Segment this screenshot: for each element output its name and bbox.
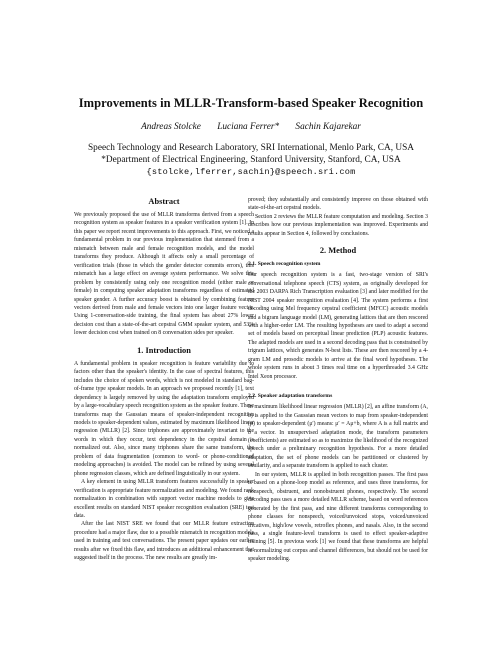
abstract-heading: Abstract [148, 197, 180, 206]
author-name: Andreas Stolcke [141, 122, 201, 132]
intro-paragraph: A fundamental problem in speaker recognition is feature variability due to factors other than the speaker's identity. In the case of spectral features, this includes the choice of spoken words, which is not modeled in standard bag-of-frame type speaker models. In an approach we proposed recently [1], text dependency is largely removed by using the adaptation transform employed by a large-vocabulary speech recognition system as the speaker feature. These transforms map the Gaussian means of speaker-independent recognition models to speaker-dependent values, estimated by maximum likelihood linear regression (MLLR) [2]. Since triphones are approximately invariant to the words in which they occur, text dependency in the cepstral domain is normalized out. Also, since many triphones share the same transform, the problem of data fragmentation (common to word- or phone-conditioned modeling approaches) is avoided. The model can be refined by using several phone regression classes, which are defined linguistically in our system. [74, 360, 254, 477]
paper-title: Improvements in MLLR-Transform-based Speaker Recognition [78, 96, 424, 110]
affiliation-sri: Speech Technology and Research Laboratory, SRI International, Menlo Park, CA, USA [88, 143, 414, 153]
affiliation-stanford: *Department of Electrical Engineering, Stanford University, Stanford, CA, USA [101, 155, 401, 165]
author-name: Sachin Kajarekar [295, 122, 361, 132]
introduction-heading: 1. Introduction [137, 345, 191, 355]
subsection-heading: 2.2. Speaker adaptation transforms [248, 393, 333, 400]
author-list [0, 122, 502, 132]
abstract-text: We previously proposed the use of MLLR transforms derived from a speech recognition system as speaker features in a speaker verification system [1]. In this paper we report recent improvements to this approach. First, we noticed a fundamental problem in our previous implementation that stemmed from a mismatch between male and female recognition models, and the model transforms they produce. Although it affects only a small percentage of verification trials (those in which the gender detector commits errors), this mismatch has a large effect on average system performance. We solve this problem by consistently using only one recognition model (either male or female) in computing speaker adaptation transforms regardless of estimated speaker gender. A further accuracy boost is obtained by combining feature vectors derived from male and female vectors into one larger feature vector. Using 1-conversation-side training, the final system has about 27% lower decision cost than a state-of-the-art cepstral GMM speaker system, and 53% lower decision cost when trained on 8 conversation sides per speaker. [74, 212, 254, 337]
method-heading: 2. Method [319, 246, 357, 256]
subsection-heading: 2.1. Speech recognition system [248, 261, 321, 268]
author-emails: {stolcke,lferrer,sachin}@speech.sri.com [146, 167, 356, 177]
left-column [74, 196, 254, 563]
intro-continued-paragraph: Section 2 reviews the MLLR feature computation and modeling. Section 3 describes how our previous implementation was improved. Experiments and results appear in Section 4, followed by conclusions. [248, 213, 428, 237]
intro-continued-paragraph: proved; they substantially and consistently improve on those obtained with state-of-the-art cepstral models. [248, 197, 428, 212]
subsection-paragraph: In maximum likelihood linear regression (MLLR) [2], an affine transform (A, b) is applied to the Gaussian mean vectors to map from speaker-independent (μ) to speaker-dependent (μ′) means: μ′ = Aμ+b, where A is a full matrix and b a vector. In unsupervised adaptation mode, the transform parameters (coefficients) are estimated so as to maximize the likelihood of the recognized speech under a preliminary recognition hypothesis. For a more detailed adaptation, the set of phone models can be partitioned or clustered by similarity, and a separate transform is applied to each cluster. [248, 404, 428, 470]
right-column [248, 196, 428, 564]
subsection-paragraph: In our system, MLLR is applied in both recognition passes. The first pass is based on a phone-loop model as reference, and uses three transforms, for nonspeech, obstruent, and nonobstruent phones, respectively. The second decoding pass uses a more detailed MLLR scheme, based on word references generated by the first pass, and nine different transforms corresponding to phone classes for nonspeech, voiced/unvoiced stops, voiced/unvoiced fricatives, high/low vowels, retroflex phones, and nasals. Also, in the second pass, a single feature-level transform is used to effect speaker-adaptive training [5]. In previous work [1] we found that these transforms are helpful in normalizing out corpus and channel differences, but should not be used for speaker modeling. [248, 471, 428, 563]
subsection-paragraph: Our speech recognition system is a fast, two-stage version of SRI's conversational telephone speech (CTS) system, as originally developed for the 2003 DARPA Rich Transcription evaluation [3] and later modified for the NIST 2004 speaker recognition evaluation [4]. The system performs a first decoding using Mel frequency cepstral coefficient (MFCC) acoustic models and a bigram language model (LM), generating lattices that are then rescored with a higher-order LM. The resulting hypotheses are used to adapt a second set of models based on perceptual linear prediction (PLP) acoustic features. The adapted models are used in a second decoding pass that is constrained by trigram lattices, which generates N-best lists. These are then rescored by a 4-gram LM and prosodic models to arrive at the final word hypotheses. The whole system runs in about 3 times real time on a hyperthreaded 3.4 GHz Intel Xeon processor. [248, 272, 428, 380]
intro-paragraph: A key element in using MLLR transform features successfully in speaker verification is appropriate feature normalization and modeling. We found rank normalization in combination with support vector machine models to give excellent results on standard NIST speaker recognition evaluation (SRE) test data. [74, 479, 254, 519]
intro-paragraph: After the last NIST SRE we found that our MLLR feature extraction procedure had a major flaw, due to a possible mismatch in recognition models used in training and test conversations. The present paper updates our earlier results after we fixed this flaw, and introduces an additional enhancement that suggested itself in the process. The new results are greatly im- [74, 521, 254, 562]
author-name: Luciana Ferrer* [217, 122, 280, 132]
